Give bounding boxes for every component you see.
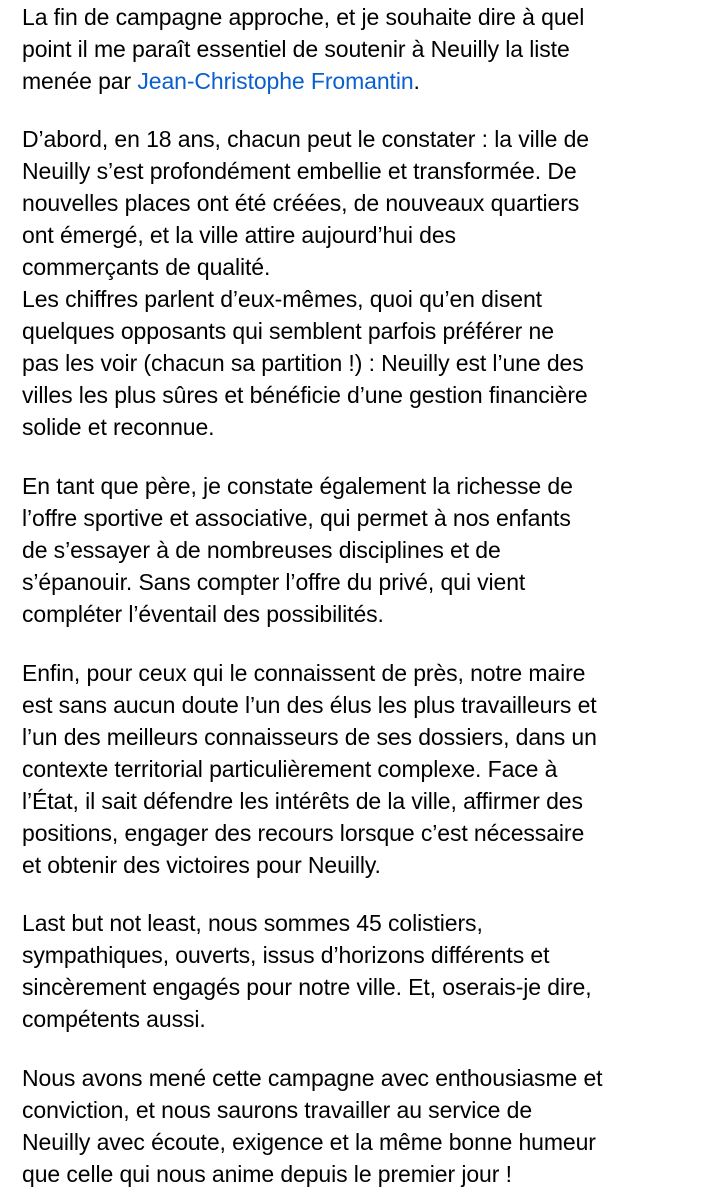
p4-line-2: est sans aucun doute l’un des élus les plus travailleurs et bbox=[22, 692, 597, 718]
p5-line-2: sympathiques, ouverts, issus d’horizons différents et bbox=[22, 942, 550, 968]
p1-line-3-suffix: . bbox=[413, 68, 420, 94]
p2-line-4: ont émergé, et la ville attire aujourd’hui des bbox=[22, 222, 456, 248]
p3-line-1: En tant que père, je constate également la richesse de bbox=[22, 473, 573, 499]
p2-line-7: quelques opposants qui semblent parfois préférer ne bbox=[22, 318, 554, 344]
p6-line-3: Neuilly avec écoute, exigence et la même bonne humeur bbox=[22, 1129, 596, 1155]
p1-line-3-prefix: menée par bbox=[22, 68, 138, 94]
p2-line-10: solide et reconnue. bbox=[22, 414, 215, 440]
p3-line-2: l’offre sportive et associative, qui permet à nos enfants bbox=[22, 505, 571, 531]
p4-line-4: contexte territorial particulièrement complexe. Face à bbox=[22, 756, 558, 782]
p2-line-8: pas les voir (chacun sa partition !) : Neuilly est l’une des bbox=[22, 350, 584, 376]
p1-line-2: point il me paraît essentiel de soutenir à Neuilly la liste bbox=[22, 36, 570, 62]
p4-line-5: l’État, il sait défendre les intérêts de la ville, affirmer des bbox=[22, 788, 583, 814]
p5-line-4: compétents aussi. bbox=[22, 1006, 206, 1032]
p2-line-9: villes les plus sûres et bénéficie d’une gestion financière bbox=[22, 382, 588, 408]
p2-line-5: commerçants de qualité. bbox=[22, 254, 271, 280]
p2-line-1: D’abord, en 18 ans, chacun peut le constater : la ville de bbox=[22, 126, 589, 152]
p4-line-3: l’un des meilleurs connaisseurs de ses dossiers, dans un bbox=[22, 724, 597, 750]
p2-line-3: nouvelles places ont été créées, de nouveaux quartiers bbox=[22, 190, 580, 216]
p6-line-1: Nous avons mené cette campagne avec enthousiasme et bbox=[22, 1065, 603, 1091]
p3-line-4: s’épanouir. Sans compter l’offre du privé, qui vient bbox=[22, 569, 526, 595]
p6-line-2: conviction, et nous saurons travailler au service de bbox=[22, 1097, 533, 1123]
p1-line-1: La fin de campagne approche, et je souhaite dire à quel bbox=[22, 4, 585, 30]
p4-line-7: et obtenir des victoires pour Neuilly. bbox=[22, 852, 381, 878]
p4-line-6: positions, engager des recours lorsque c’est nécessaire bbox=[22, 820, 585, 846]
p3-line-3: de s’essayer à de nombreuses disciplines et de bbox=[22, 537, 501, 563]
p5-line-1: Last but not least, nous sommes 45 colistiers, bbox=[22, 910, 483, 936]
p1-line-3 bbox=[22, 65, 420, 97]
p2-line-2: Neuilly s’est profondément embellie et transformée. De bbox=[22, 158, 577, 184]
p5-line-3: sincèrement engagés pour notre ville. Et, oserais-je dire, bbox=[22, 974, 592, 1000]
p6-line-4: que celle qui nous anime depuis le premier jour ! bbox=[22, 1161, 512, 1187]
p3-line-5: compléter l’éventail des possibilités. bbox=[22, 601, 384, 627]
p2-line-6: Les chiffres parlent d’eux-mêmes, quoi qu’en disent bbox=[22, 286, 542, 312]
candidate-name-link[interactable]: Jean-Christophe Fromantin bbox=[137, 68, 414, 94]
p4-line-1: Enfin, pour ceux qui le connaissent de près, notre maire bbox=[22, 660, 586, 686]
